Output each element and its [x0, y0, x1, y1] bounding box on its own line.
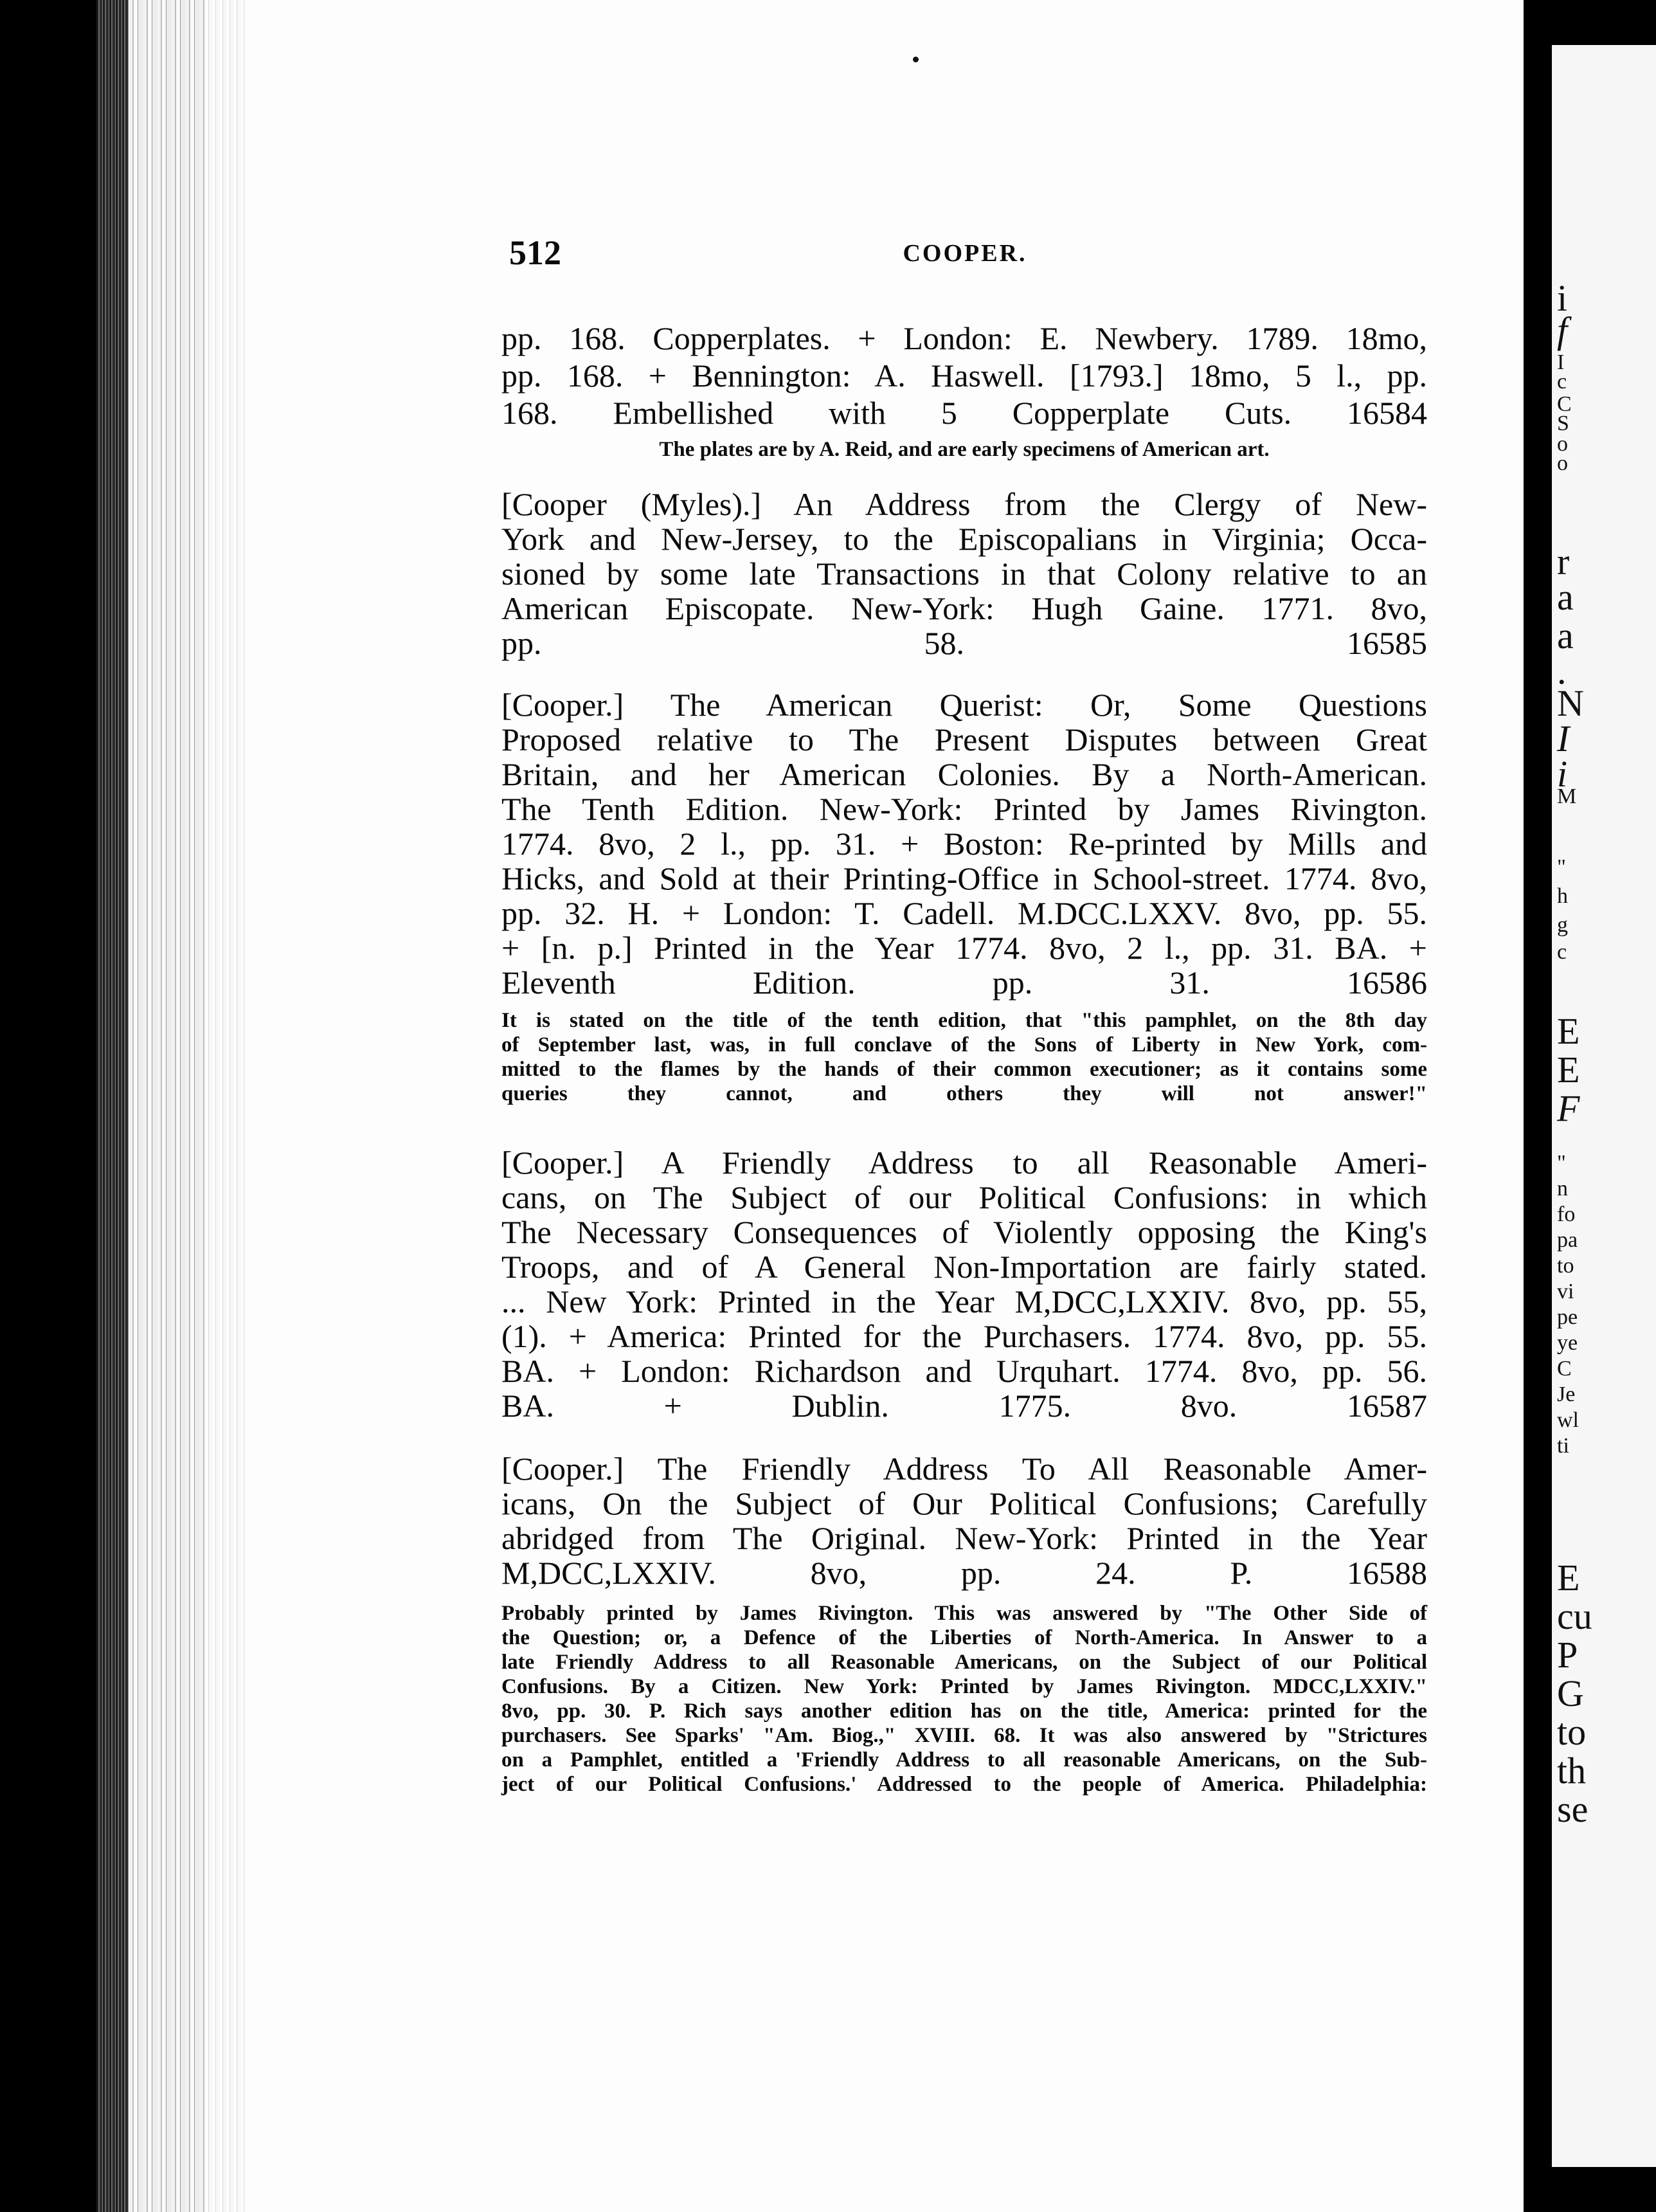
- adjacent-page-fragment: ti: [1557, 1434, 1569, 1458]
- adjacent-page-fragment: pa: [1557, 1228, 1578, 1252]
- adjacent-page-fragment: ye: [1557, 1331, 1578, 1355]
- ink-speck: [913, 57, 919, 62]
- entry-text-line: The Necessary Consequences of Violently opposing the King's: [501, 1214, 1427, 1250]
- adjacent-page-fragment: cu: [1557, 1595, 1592, 1637]
- entry-text-line: 1774. 8vo, 2 l., pp. 31. + Boston: Re-printed by Mills and: [501, 826, 1427, 862]
- entry-text-line: Proposed relative to The Present Disputes between Great: [501, 721, 1427, 757]
- adjacent-page-fragment: i: [1557, 277, 1568, 319]
- adjacent-page-fragment: E: [1557, 1049, 1580, 1091]
- entry-text-line: pp. 58. 16585: [501, 625, 1427, 661]
- adjacent-page-fragment: P: [1557, 1634, 1578, 1676]
- entry-text-line: ... New York: Printed in the Year M,DCC,LXXIV. 8vo, pp. 55,: [501, 1283, 1427, 1319]
- adjacent-page-fragment: c: [1557, 370, 1567, 394]
- adjacent-page-fragment: to: [1557, 1254, 1574, 1278]
- entry-text-line: pp. 168. + Bennington: A. Haswell. [1793.] 18mo, 5 l., pp.: [501, 358, 1427, 394]
- entry-note-line: of September last, was, in full conclave of the Sons of Liberty in New York, com-: [501, 1033, 1427, 1056]
- adjacent-page-fragment: fo: [1557, 1202, 1576, 1226]
- page-number: 512: [509, 233, 561, 272]
- adjacent-page-fragment: S: [1557, 412, 1569, 435]
- entry-note-line: the Question; or, a Defence of the Liberties of North-America. In Answer to a: [501, 1626, 1427, 1649]
- entry-note-line: on a Pamphlet, entitled a 'Friendly Address to all reasonable Americans, on the Sub-: [501, 1748, 1427, 1772]
- adjacent-page-fragment: c: [1557, 940, 1567, 964]
- adjacent-page-fragment: I: [1557, 350, 1565, 374]
- adjacent-page-fragment: r: [1557, 541, 1570, 583]
- adjacent-page-fragment: ": [1557, 855, 1566, 879]
- adjacent-page-fragment: Je: [1557, 1382, 1576, 1406]
- entry-note-line: late Friendly Address to all Reasonable Americans, on the Subject of our Political: [501, 1651, 1427, 1674]
- adjacent-page-fragment: pe: [1557, 1305, 1578, 1329]
- entry-text-line: BA. + Dublin. 1775. 8vo. 16587: [501, 1388, 1427, 1424]
- adjacent-page-fragment: C: [1557, 392, 1572, 416]
- adjacent-page-fragment: n: [1557, 1177, 1568, 1201]
- adjacent-page-fragment: I: [1557, 718, 1570, 759]
- adjacent-page-fragment: F: [1557, 1087, 1580, 1129]
- entry-text-line: pp. 32. H. + London: T. Cadell. M.DCC.LXXV. 8vo, pp. 55.: [501, 895, 1427, 931]
- adjacent-page-fragment: a: [1557, 576, 1574, 618]
- entry-note-line: It is stated on the title of the tenth edition, that "this pamphlet, on the 8th day: [501, 1009, 1427, 1032]
- entry-note-line: ject of our Political Confusions.' Addressed to the people of America. Philadelphia:: [501, 1773, 1427, 1796]
- adjacent-page-fragment: ": [1557, 1151, 1566, 1175]
- page-stack-edge-inner: [206, 0, 244, 2212]
- binding-edge: [96, 0, 129, 2212]
- running-head: COOPER.: [903, 240, 1027, 267]
- entry-text-line: American Episcopate. New-York: Hugh Gaine. 1771. 8vo,: [501, 590, 1427, 626]
- adjacent-page-fragment: E: [1557, 1557, 1580, 1599]
- adjacent-page-fragment: wl: [1557, 1408, 1579, 1432]
- page-header: [509, 233, 1421, 271]
- entry-text-line: Troops, and of A General Non-Importation are fairly stated.: [501, 1249, 1427, 1285]
- entry-text-line: York and New-Jersey, to the Episcopalians in Virginia; Occa-: [501, 521, 1427, 557]
- adjacent-page-fragment: C: [1557, 1357, 1572, 1381]
- entry-text-line: The Tenth Edition. New-York: Printed by James Rivington.: [501, 791, 1427, 827]
- entry-text-line: Hicks, and Sold at their Printing-Office in School-street. 1774. 8vo,: [501, 860, 1427, 896]
- entry-text-line: pp. 168. Copperplates. + London: E. Newbery. 1789. 18mo,: [501, 320, 1427, 356]
- entry-text-line: M,DCC,LXXIV. 8vo, pp. 24. P. 16588: [501, 1555, 1427, 1591]
- adjacent-page-fragment: a: [1557, 615, 1574, 657]
- adjacent-page-fragment: .: [1557, 650, 1567, 692]
- adjacent-page-fragment: to: [1557, 1711, 1587, 1753]
- adjacent-page-fragment: se: [1557, 1788, 1589, 1830]
- entry-note-line: Confusions. By a Citizen. New York: Printed by James Rivington. MDCC,LXXIV.": [501, 1675, 1427, 1698]
- entry-text-line: Eleventh Edition. pp. 31. 16586: [501, 965, 1427, 1001]
- entry-note-line: Probably printed by James Rivington. This was answered by "The Other Side of: [501, 1602, 1427, 1625]
- adjacent-page-fragment: h: [1557, 884, 1568, 908]
- entry-text-line: [Cooper.] A Friendly Address to all Reasonable Ameri-: [501, 1145, 1427, 1181]
- adjacent-page-fragment: f: [1557, 309, 1568, 351]
- entry-text-line: (1). + America: Printed for the Purchasers. 1774. 8vo, pp. 55.: [501, 1318, 1427, 1354]
- adjacent-page-fragment: g: [1557, 913, 1568, 937]
- adjacent-page-fragment: th: [1557, 1750, 1587, 1791]
- entry-text-line: abridged from The Original. New-York: Printed in the Year: [501, 1520, 1427, 1556]
- adjacent-page-fragment: N: [1557, 682, 1584, 724]
- entry-text-line: + [n. p.] Printed in the Year 1774. 8vo, 2 l., pp. 31. BA. +: [501, 930, 1427, 966]
- adjacent-page-fragment: M: [1557, 784, 1577, 808]
- adjacent-page-fragment: E: [1557, 1010, 1580, 1052]
- entry-text-line: [Cooper.] The Friendly Address To All Reasonable Amer-: [501, 1451, 1427, 1487]
- page-stack-edge: [129, 0, 206, 2212]
- adjacent-page-fragment: i: [1557, 753, 1568, 795]
- entry-note-line: 8vo, pp. 30. P. Rich says another edition has on the title, America: printed for the: [501, 1700, 1427, 1723]
- entry-note-line: queries they cannot, and others they will not answer!": [501, 1082, 1427, 1105]
- entry-text-line: [Cooper (Myles).] An Address from the Clergy of New-: [501, 486, 1427, 522]
- entry-text-line: BA. + London: Richardson and Urquhart. 1774. 8vo, pp. 56.: [501, 1353, 1427, 1389]
- entry-text-line: cans, on The Subject of our Political Confusions: in which: [501, 1179, 1427, 1215]
- entry-text-line: 168. Embellished with 5 Copperplate Cuts. 16584: [501, 395, 1427, 431]
- entry-text-line: [Cooper.] The American Querist: Or, Some Questions: [501, 687, 1427, 723]
- entry-text-line: Britain, and her American Colonies. By a North-American.: [501, 756, 1427, 792]
- entry-note-line: purchasers. See Sparks' "Am. Biog.," XVIII. 68. It was also answered by "Strictures: [501, 1724, 1427, 1747]
- adjacent-page-fragment: o: [1557, 451, 1568, 475]
- page-gutter: [1524, 0, 1552, 2212]
- entry-note-line: mitted to the flames by the hands of their common executioner; as it contains some: [501, 1058, 1427, 1081]
- entry-text-line: icans, On the Subject of Our Political Confusions; Carefully: [501, 1485, 1427, 1521]
- adjacent-page-strip: [1552, 45, 1656, 2167]
- adjacent-page-fragment: G: [1557, 1673, 1584, 1714]
- adjacent-page-fragment: o: [1557, 432, 1568, 456]
- adjacent-page-fragment: vi: [1557, 1280, 1574, 1303]
- entry-note-line: The plates are by A. Reid, and are early specimens of American art.: [659, 438, 1270, 461]
- entry-text-line: sioned by some late Transactions in that Colony relative to an: [501, 556, 1427, 592]
